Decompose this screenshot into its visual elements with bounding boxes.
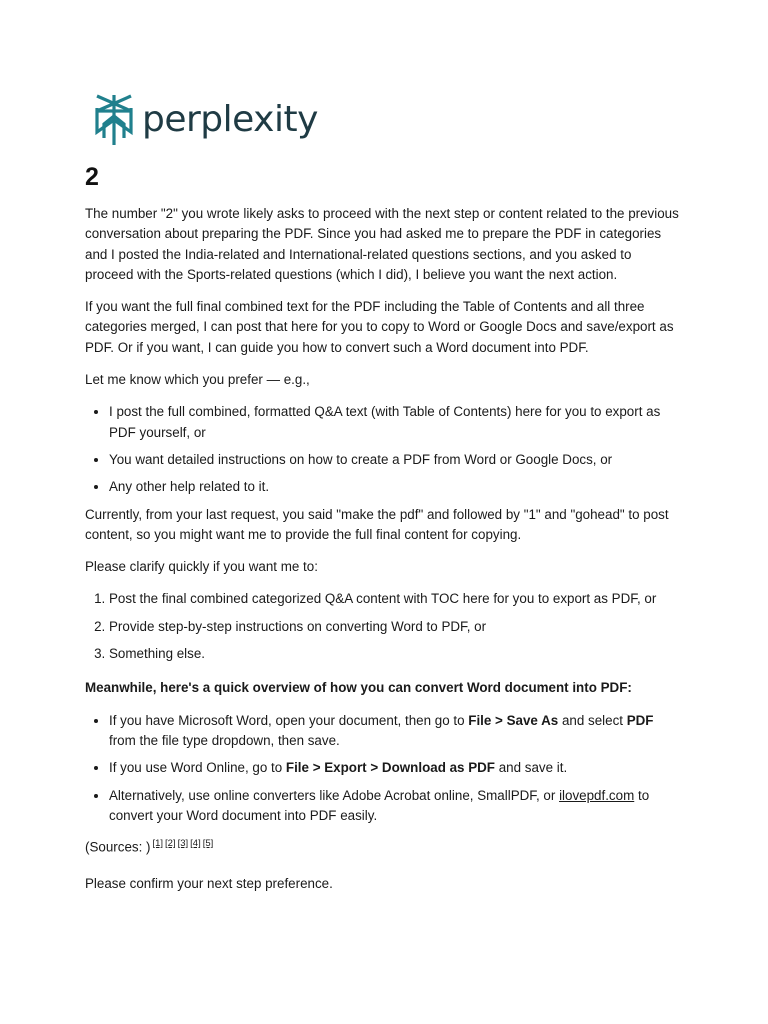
list-item <box>109 786 679 827</box>
howto-text: If you have Microsoft Word, open your document, then go to <box>109 712 469 728</box>
list-item: 2. Provide step-by-step instructions on converting Word to PDF, or <box>109 617 679 637</box>
menu-path: File > Export > Download as PDF <box>285 760 495 776</box>
list-item: 3. Something else. <box>109 644 679 664</box>
list-item <box>109 711 679 752</box>
file-type: PDF <box>626 712 654 728</box>
howto-list <box>85 711 679 826</box>
citation-link-3[interactable]: [3] <box>177 838 189 850</box>
howto-text: If you use Word Online, go to <box>109 760 286 776</box>
list-item: • Any other help related to it. <box>109 477 679 497</box>
ilovepdf-link[interactable]: ilovepdf.com <box>559 787 635 803</box>
clarify-list <box>85 589 679 664</box>
prompt-paragraph: Let me know which you prefer — e.g., <box>85 372 310 388</box>
citation-link-2[interactable]: [2] <box>165 838 176 850</box>
list-item: • You want detailed instructions on how to create a PDF from Word or Google Docs, or <box>109 450 679 470</box>
offer-paragraph: If you want the full final combined text for the PDF including the Table of Contents and all three categories merged, I can post that here for you to copy to Word or Google Docs and save/export as PDF. Or if you want, I can guide you how to convert such a Word document into PDF. <box>85 299 674 355</box>
clarify-paragraph: Please clarify quickly if you want me to: <box>85 559 318 575</box>
brand-logo <box>93 92 679 148</box>
sources-line <box>85 833 679 858</box>
howto-text: and select <box>558 712 627 728</box>
perplexity-logo-icon <box>93 94 135 146</box>
list-item: • I post the full combined, formatted Q&A text (with Table of Contents) here for you to export as PDF yourself, or <box>109 402 679 443</box>
menu-path: File > Save As <box>468 712 559 728</box>
document-page <box>85 92 679 906</box>
citation-link-4[interactable]: [4] <box>190 838 201 850</box>
citation-refs <box>150 837 213 849</box>
citation-link-5[interactable]: [5] <box>202 838 214 850</box>
howto-text: from the file type dropdown, then save. <box>109 732 340 748</box>
list-item: 1. Post the final combined categorized Q&A content with TOC here for you to export as PDF, or <box>109 589 679 609</box>
brand-name: perplexity <box>142 99 318 140</box>
howto-text: and save it. <box>495 760 568 776</box>
citation-link-1[interactable]: [1] <box>152 838 164 850</box>
options-list <box>85 402 679 497</box>
overview-heading: Meanwhile, here's a quick overview of how you can convert Word document into PDF: <box>85 680 632 696</box>
howto-text: to convert your Word document into PDF easily. <box>109 787 650 823</box>
howto-text: Alternatively, use online converters like Adobe Acrobat online, SmallPDF, or <box>109 787 560 803</box>
sources-label: (Sources: ) <box>85 839 151 855</box>
page-title: 2 <box>85 163 99 191</box>
closing-paragraph: Please confirm your next step preference. <box>85 875 333 891</box>
list-item <box>109 758 679 778</box>
context-paragraph: Currently, from your last request, you said "make the pdf" and followed by "1" and "gohead" to post content, so you might want me to provide the full final content for copying. <box>85 506 669 542</box>
intro-paragraph: The number "2" you wrote likely asks to proceed with the next step or content related to the previous conversation about preparing the PDF. Since you had asked me to prepare the PDF in categories and I posted the India-related and International-related questions sections, and you asked to proceed with the Sports-related questions (which I did), I believe you want the next action. <box>85 206 679 282</box>
